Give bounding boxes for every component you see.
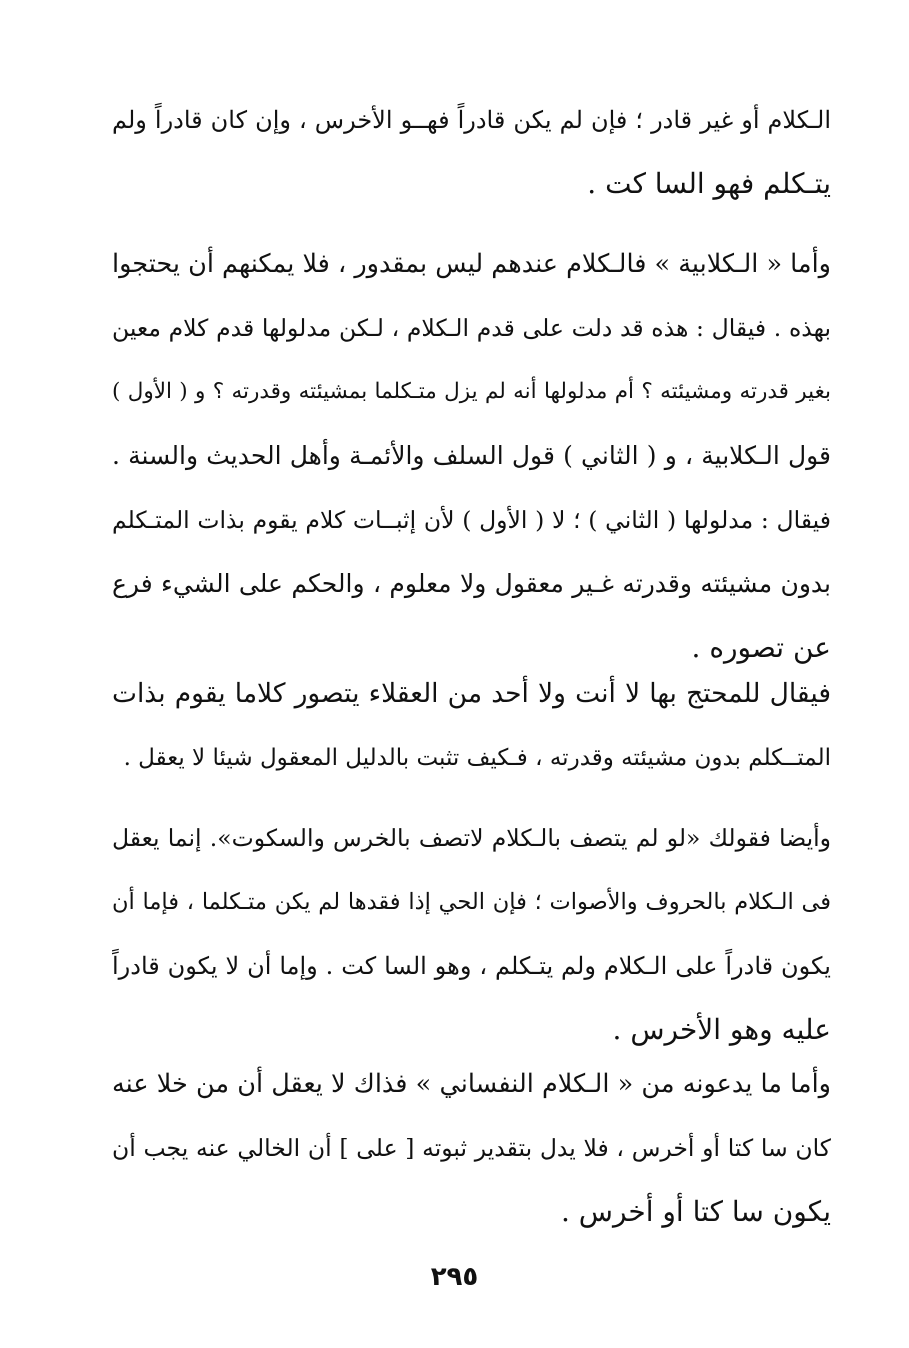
text-line: وأما « الـكلابية » فالـكلام عندهم ليس بمقدور ، فلا يمكنهم أن يحتجوا xyxy=(112,249,831,279)
text-line: بهذه . فيقال : هذه قد دلت على قدم الـكلام ، لـكن مدلولها قدم كلام معين xyxy=(112,314,831,342)
text-line: الـكلام أو غير قادر ؛ فإن لم يكن قادراً فهــو الأخرس ، وإن كان قادراً ولم xyxy=(112,106,831,134)
page-number: ٢٩٥ xyxy=(430,1262,479,1292)
text-line: عليه وهو الأخرس . xyxy=(612,1013,831,1046)
paragraph-2 xyxy=(112,232,831,680)
text-line: عن تصوره . xyxy=(691,631,831,664)
text-line: قول الـكلابية ، و ( الثاني ) قول السلف والأئمـة وأهل الحديث والسنة . xyxy=(112,441,831,470)
paragraph-1 xyxy=(112,88,831,216)
text-line: يكون قادراً على الـكلام ولم يتـكلم ، وهو السا كت . وإما أن لا يكون قادراً xyxy=(112,952,831,980)
text-line: يتـكلم فهو السا كت . xyxy=(587,167,831,200)
text-line: فيقال للمحتج بها لا أنت ولا أحد من العقلاء يتصور كلاما يقوم بذات xyxy=(112,678,831,709)
text-line: وأما ما يدعونه من « الـكلام النفساني » فذاك لا يعقل أن من خلا عنه xyxy=(112,1069,831,1099)
text-line: بدون مشيئته وقدرته غـير معقول ولا معلوم ، والحكم على الشيء فرع xyxy=(112,569,831,598)
text-line: كان سا كتا أو أخرس ، فلا يدل بتقدير ثبوته [ على ] أن الخالي عنه يجب أن xyxy=(112,1134,831,1162)
text-line: فيقال : مدلولها ( الثاني ) ؛ لا ( الأول ) لأن إثبــات كلام يقوم بذات المتـكلم xyxy=(112,506,831,534)
text-line: بغير قدرته ومشيئته ؟ أم مدلولها أنه لم يزل متـكلما بمشيئته وقدرته ؟ و ( الأول ) xyxy=(112,379,831,404)
paragraph-4 xyxy=(112,806,831,1062)
text-line: يكون سا كتا أو أخرس . xyxy=(560,1195,831,1228)
text-line: المتــكلم بدون مشيئته وقدرته ، فـكيف تثبت بالدليل المعقول شيئا لا يعقل . xyxy=(123,745,831,771)
text-line: وأيضا فقولك «لو لم يتصف بالـكلام لاتصف بالخرس والسكوت». إنما يعقل xyxy=(112,824,831,852)
paragraph-3 xyxy=(112,662,831,790)
text-line: فى الـكلام بالحروف والأصوات ؛ فإن الحي إذا فقدها لم يكن متـكلما ، فإما أن xyxy=(112,889,831,915)
paragraph-5 xyxy=(112,1052,831,1244)
